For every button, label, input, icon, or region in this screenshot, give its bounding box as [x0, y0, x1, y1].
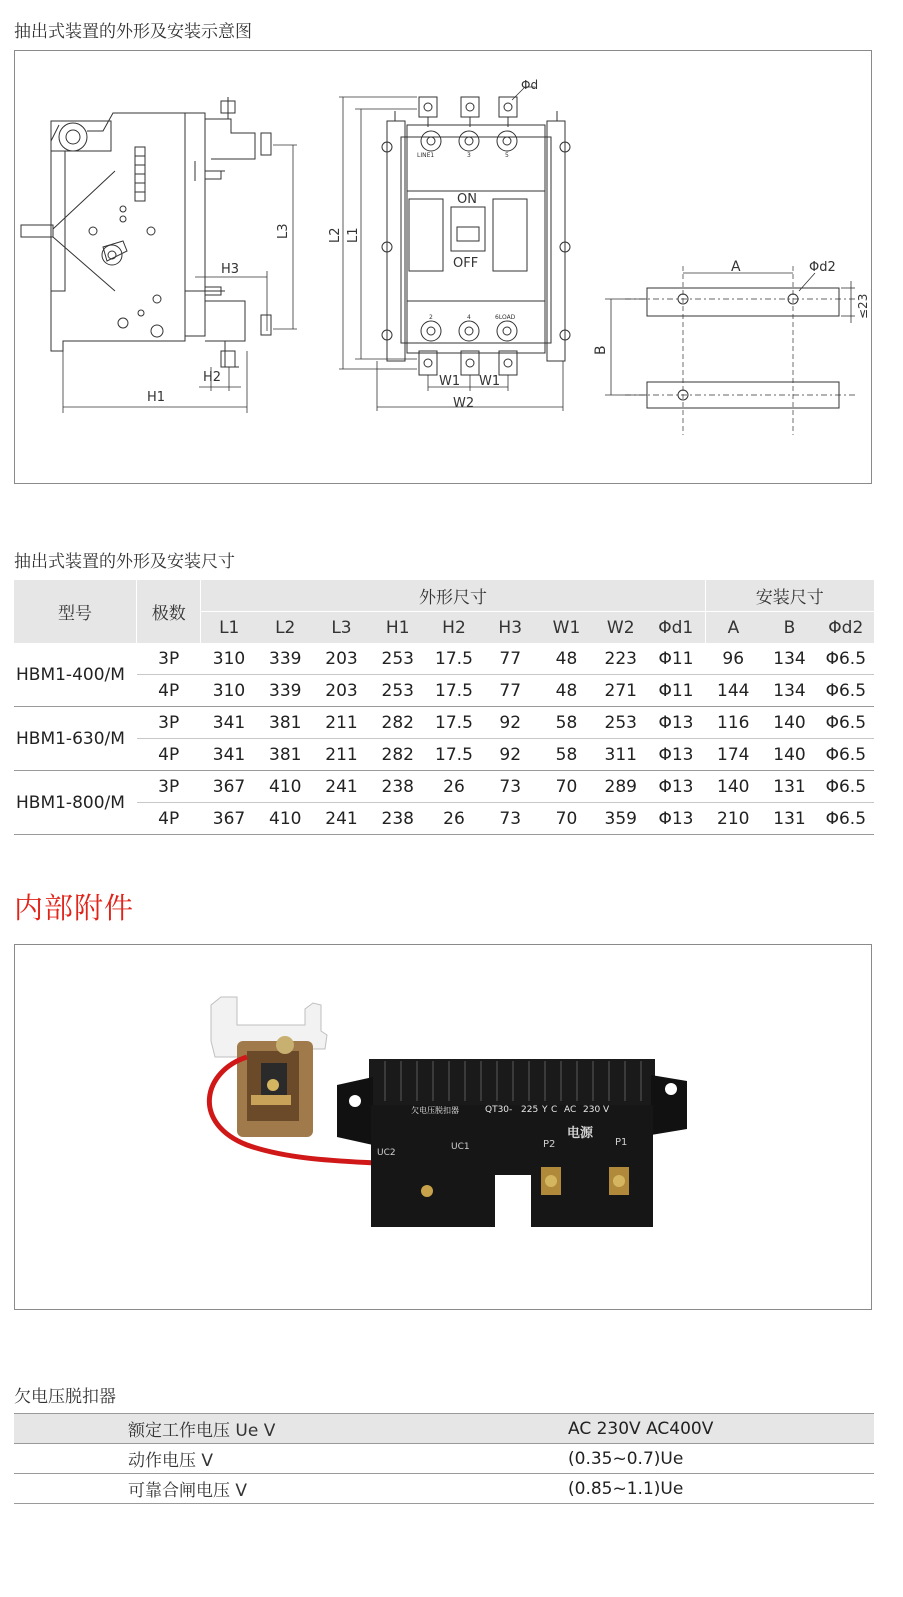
header-outline: 外形尺寸	[201, 580, 705, 612]
cell: 96	[705, 643, 761, 675]
cell: 73	[482, 771, 538, 803]
table-row	[14, 675, 874, 707]
cell: 203	[313, 675, 369, 707]
label-l1: L1	[346, 227, 361, 243]
cell: 282	[370, 739, 426, 771]
cell: 77	[482, 643, 538, 675]
cell: Φ6.5	[818, 675, 874, 707]
mounting-plates	[605, 266, 855, 435]
table-row	[14, 643, 874, 675]
cell: 253	[370, 675, 426, 707]
cell: 17.5	[426, 643, 482, 675]
table-row	[14, 771, 874, 803]
cell: 311	[595, 739, 647, 771]
cell: 271	[595, 675, 647, 707]
cell: 3P	[137, 643, 201, 675]
cell: 210	[705, 803, 761, 835]
cell: Φ13	[647, 771, 705, 803]
cell: 359	[595, 803, 647, 835]
header-col: H2	[426, 612, 482, 644]
cell: Φ13	[647, 803, 705, 835]
cell: 144	[705, 675, 761, 707]
label-h2: H2	[203, 370, 222, 385]
spec-label: 动作电压 V	[14, 1444, 444, 1474]
release-caption: 欠电压脱扣器	[14, 1387, 116, 1407]
undervoltage-release-photo	[15, 945, 871, 1309]
cell: 211	[313, 739, 369, 771]
photo-label-m3: C	[551, 1105, 558, 1115]
label-h1: H1	[147, 390, 166, 405]
cell: Φ11	[647, 643, 705, 675]
photo-label-m1: 225	[521, 1105, 539, 1115]
label-l2: L2	[328, 227, 343, 243]
cell: Φ6.5	[818, 803, 874, 835]
cell: 339	[257, 675, 313, 707]
photo-label-model: QT30-	[485, 1105, 513, 1115]
table-row	[14, 739, 874, 771]
cell: 238	[370, 803, 426, 835]
installation-drawing	[15, 51, 871, 483]
spec-label: 可靠合闸电压 V	[14, 1474, 444, 1504]
photo-label-uc1: UC1	[451, 1142, 470, 1152]
dimensions-caption: 抽出式装置的外形及安装尺寸	[14, 552, 235, 572]
cell: 410	[257, 771, 313, 803]
photo-label-power: 电源	[567, 1126, 594, 1141]
cell: 26	[426, 803, 482, 835]
table-row	[14, 1444, 874, 1474]
table-row	[14, 1474, 874, 1504]
label-w1-left: W1	[439, 374, 461, 389]
cell: 131	[761, 803, 817, 835]
header-install: 安装尺寸	[705, 580, 874, 612]
cell: 289	[595, 771, 647, 803]
label-t2: 2	[429, 314, 433, 321]
photo-label-volt: 230	[583, 1105, 601, 1115]
label-l3: L3	[276, 223, 291, 239]
cell: 174	[705, 739, 761, 771]
cell: 282	[370, 707, 426, 739]
dimensions-body	[14, 643, 874, 835]
header-col: H3	[482, 612, 538, 644]
cell: 367	[201, 803, 257, 835]
cell: Φ13	[647, 739, 705, 771]
label-h3: H3	[221, 262, 240, 277]
accessory-photo-frame	[14, 944, 872, 1310]
cell: 58	[538, 739, 594, 771]
photo-label-ac: AC	[564, 1105, 577, 1115]
cell: 92	[482, 739, 538, 771]
cell: 253	[370, 643, 426, 675]
label-phi-d2: Φd2	[809, 260, 836, 275]
label-t4: 4	[467, 314, 471, 321]
side-dimensions	[63, 145, 297, 413]
cell: 203	[313, 643, 369, 675]
label-w2: W2	[453, 396, 475, 411]
spec-value: (0.35~0.7)Ue	[444, 1444, 874, 1474]
release-spec-table	[14, 1413, 874, 1504]
label-a: A	[731, 259, 741, 275]
cell: 341	[201, 707, 257, 739]
cell: 223	[595, 643, 647, 675]
spec-value: (0.85~1.1)Ue	[444, 1474, 874, 1504]
photo-label-v: V	[603, 1105, 610, 1115]
photo-label-p2: P2	[543, 1139, 556, 1150]
cell: 4P	[137, 675, 201, 707]
cell: 339	[257, 643, 313, 675]
label-t3: 3	[467, 152, 471, 159]
cell: 48	[538, 643, 594, 675]
spec-label: 额定工作电压 Ue V	[14, 1414, 444, 1444]
cell: Φ6.5	[818, 643, 874, 675]
cell: 92	[482, 707, 538, 739]
cell: 134	[761, 643, 817, 675]
model-cell: HBM1-800/M	[14, 771, 137, 835]
cell: 381	[257, 707, 313, 739]
photo-label-uc2: UC2	[377, 1148, 396, 1158]
cell: 310	[201, 643, 257, 675]
front-view	[382, 97, 570, 375]
cell: 310	[201, 675, 257, 707]
photo-label-release: 欠电压脱扣器	[411, 1106, 459, 1115]
cell: Φ6.5	[818, 739, 874, 771]
cell: 241	[313, 771, 369, 803]
header-col: H1	[370, 612, 426, 644]
header-col: B	[761, 612, 817, 644]
cell: 58	[538, 707, 594, 739]
header-col: L1	[201, 612, 257, 644]
cell: 341	[201, 739, 257, 771]
side-view	[21, 97, 271, 367]
cell: Φ6.5	[818, 771, 874, 803]
cell: Φ11	[647, 675, 705, 707]
header-col: L3	[313, 612, 369, 644]
cell: 3P	[137, 771, 201, 803]
header-model: 型号	[14, 580, 137, 643]
cell: 4P	[137, 739, 201, 771]
cell: 17.5	[426, 707, 482, 739]
cell: 211	[313, 707, 369, 739]
cell: 134	[761, 675, 817, 707]
header-col: Φd2	[818, 612, 874, 644]
cell: 17.5	[426, 739, 482, 771]
cell: 116	[705, 707, 761, 739]
label-phi-d: Φd	[521, 78, 539, 92]
cell: 410	[257, 803, 313, 835]
header-col: W1	[538, 612, 594, 644]
label-on: ON	[457, 192, 477, 207]
accessories-heading: 内部附件	[14, 891, 135, 925]
header-poles: 极数	[137, 580, 201, 643]
cell: 17.5	[426, 675, 482, 707]
label-load: 6LOAD	[495, 314, 516, 321]
label-le23: ≤23	[856, 293, 870, 319]
cell: 70	[538, 771, 594, 803]
table-row	[14, 707, 874, 739]
cell: 3P	[137, 707, 201, 739]
label-w1-right: W1	[479, 374, 501, 389]
cell: 253	[595, 707, 647, 739]
cell: Φ6.5	[818, 707, 874, 739]
cell: Φ13	[647, 707, 705, 739]
cell: 73	[482, 803, 538, 835]
cell: 77	[482, 675, 538, 707]
cell: 4P	[137, 803, 201, 835]
label-b: B	[593, 345, 609, 355]
model-cell: HBM1-400/M	[14, 643, 137, 707]
drawing-frame	[14, 50, 872, 484]
model-cell: HBM1-630/M	[14, 707, 137, 771]
cell: 140	[705, 771, 761, 803]
label-line1: LINE1	[417, 152, 435, 159]
header-col: W2	[595, 612, 647, 644]
header-col: A	[705, 612, 761, 644]
cell: 238	[370, 771, 426, 803]
cell: 381	[257, 739, 313, 771]
dimensions-table	[14, 580, 874, 835]
cell: 140	[761, 707, 817, 739]
label-off: OFF	[453, 256, 479, 271]
cell: 241	[313, 803, 369, 835]
drawing-caption: 抽出式装置的外形及安装示意图	[14, 22, 252, 42]
photo-label-p1: P1	[615, 1137, 628, 1148]
spec-value: AC 230V AC400V	[444, 1414, 874, 1444]
cell: 367	[201, 771, 257, 803]
cell: 131	[761, 771, 817, 803]
cell: 26	[426, 771, 482, 803]
cell: 140	[761, 739, 817, 771]
header-col: L2	[257, 612, 313, 644]
table-row	[14, 1414, 874, 1444]
photo-label-m2: Y	[542, 1105, 548, 1115]
header-col: Φd1	[647, 612, 705, 644]
label-t5: 5	[505, 152, 509, 159]
table-row	[14, 803, 874, 835]
cell: 70	[538, 803, 594, 835]
cell: 48	[538, 675, 594, 707]
